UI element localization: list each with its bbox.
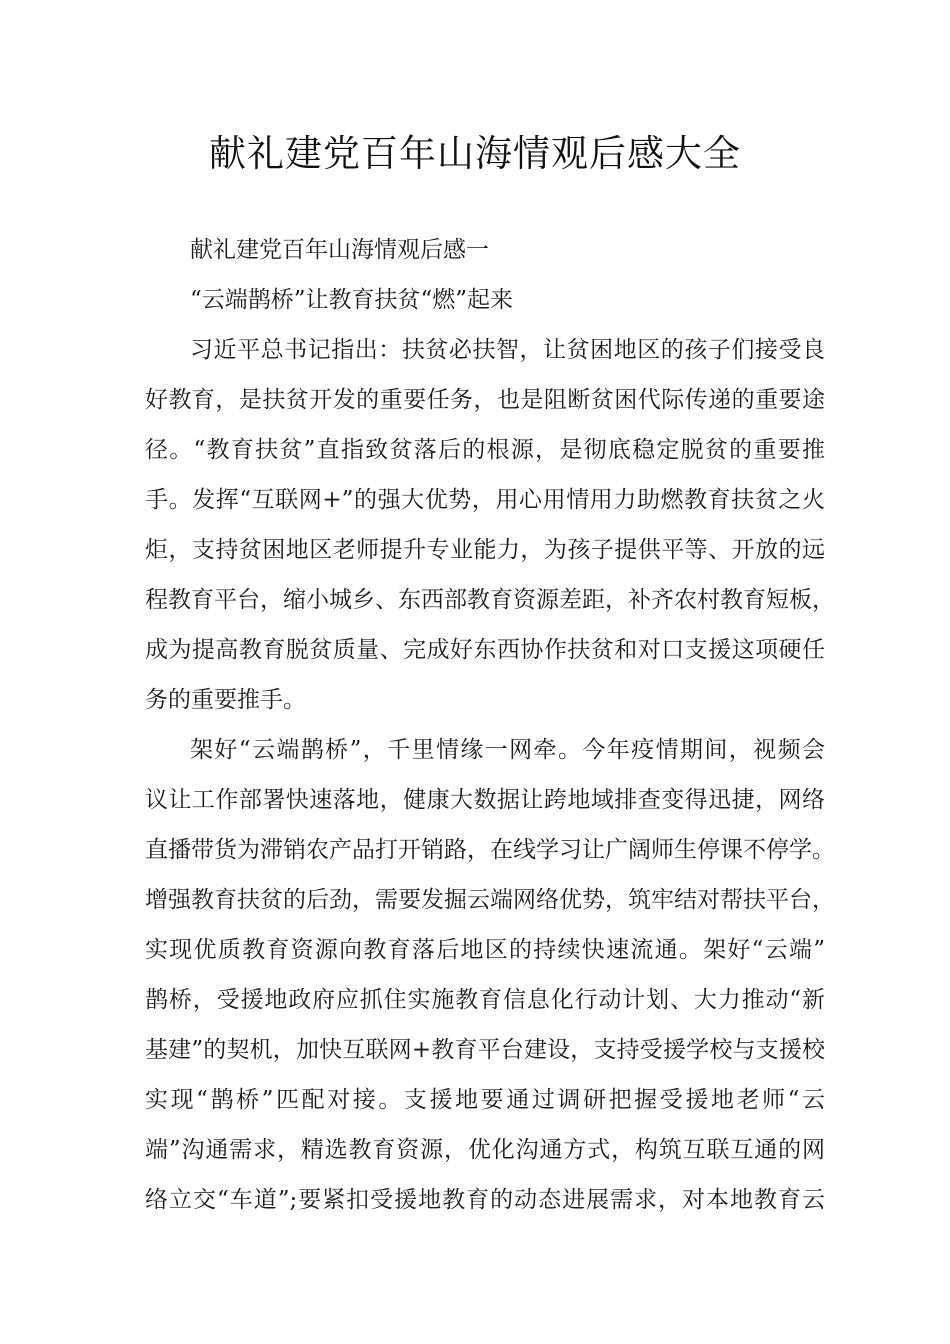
body-line: 实现“鹊桥”匹配对接。支援地要通过调研把握受援地老师“云 — [145, 1087, 825, 1113]
body-line: 务的重要推手。 — [145, 687, 306, 713]
article-heading: “云端鹊桥”让教育扶贫“燃”起来 — [190, 287, 514, 313]
body-line: 实现优质教育资源向教育落后地区的持续快速流通。架好“云端” — [145, 937, 825, 963]
document-title: 献礼建党百年山海情观后感大全 — [209, 132, 741, 175]
body-line: 增强教育扶贫的后劲，需要发掘云端网络优势，筑牢结对帮扶平台， — [145, 887, 835, 913]
body-line: 直播带货为滞销农产品打开销路，在线学习让广阔师生停课不停学。 — [145, 837, 835, 863]
body-line: 径。“教育扶贫”直指致贫落后的根源，是彻底稳定脱贫的重要推 — [145, 437, 825, 463]
section-subtitle: 献礼建党百年山海情观后感一 — [190, 237, 489, 263]
body-line: 程教育平台，缩小城乡、东西部教育资源差距，补齐农村教育短板， — [145, 587, 835, 613]
body-line: 基建”的契机，加快互联网+教育平台建设，支持受援学校与支援校 — [145, 1037, 825, 1063]
body-line: 鹊桥，受援地政府应抓住实施教育信息化行动计划、大力推动“新 — [145, 987, 825, 1013]
body-line: 络立交“车道”;要紧扣受援地教育的动态进展需求，对本地教育云 — [145, 1187, 825, 1213]
body-line: 好教育，是扶贫开发的重要任务，也是阻断贫困代际传递的重要途 — [145, 387, 825, 413]
body-line: 习近平总书记指出：扶贫必扶智，让贫困地区的孩子们接受良 — [190, 337, 825, 363]
body-line: 架好“云端鹊桥”，千里情缘一网牵。今年疫情期间，视频会 — [190, 737, 825, 763]
body-line: 成为提高教育脱贫质量、完成好东西协作扶贫和对口支援这项硬任 — [145, 637, 825, 663]
body-line: 议让工作部署快速落地，健康大数据让跨地域排查变得迅捷，网络 — [145, 787, 825, 813]
body-line: 炬，支持贫困地区老师提升专业能力，为孩子提供平等、开放的远 — [145, 537, 825, 563]
body-line: 端”沟通需求，精选教育资源，优化沟通方式，构筑互联互通的网 — [145, 1137, 825, 1163]
body-line: 手。发挥“互联网+”的强大优势，用心用情用力助燃教育扶贫之火 — [145, 487, 825, 513]
